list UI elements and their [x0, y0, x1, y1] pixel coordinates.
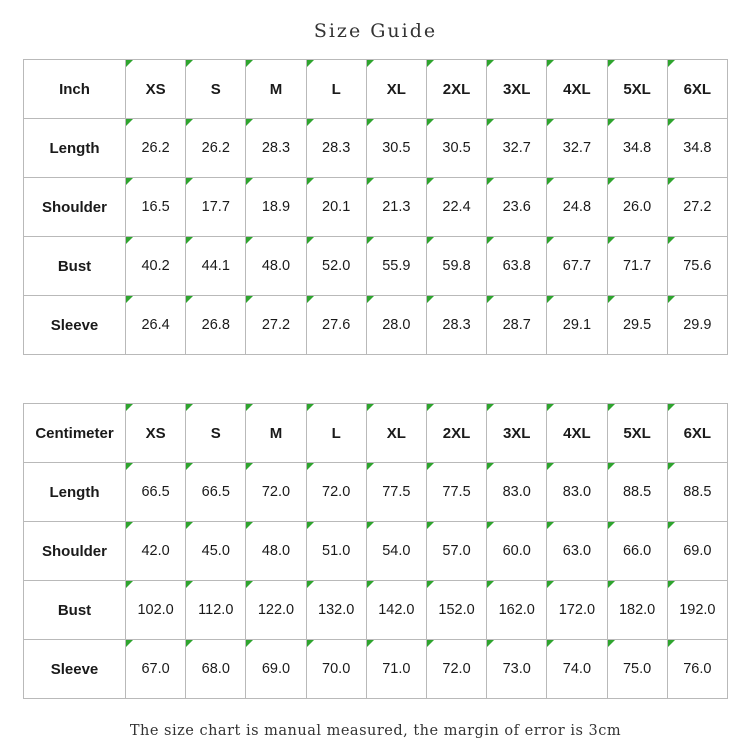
cell-length-3xl: 83.0 — [487, 463, 547, 522]
table-row — [24, 640, 728, 699]
cell-bust-xs: 102.0 — [126, 581, 186, 640]
cell-length-5xl: 88.5 — [607, 463, 667, 522]
cell-shoulder-3xl: 60.0 — [487, 522, 547, 581]
cell-length-3xl: 32.7 — [487, 119, 547, 178]
row-label-bust: Bust — [24, 581, 126, 640]
cell-length-xs: 26.2 — [126, 119, 186, 178]
cell-shoulder-xs: 42.0 — [126, 522, 186, 581]
cell-sleeve-m: 27.2 — [246, 296, 306, 355]
cell-shoulder-l: 51.0 — [306, 522, 366, 581]
cell-shoulder-2xl: 57.0 — [426, 522, 486, 581]
row-label-sleeve: Sleeve — [24, 296, 126, 355]
measurement-disclaimer: The size chart is manual measured, the margin of error is 3cm — [129, 723, 622, 739]
cell-bust-xl: 55.9 — [366, 237, 426, 296]
size-header-xl: XL — [366, 60, 426, 119]
table-row — [24, 119, 728, 178]
size-header-m: M — [246, 404, 306, 463]
cell-sleeve-s: 26.8 — [186, 296, 246, 355]
row-label-length: Length — [24, 463, 126, 522]
cell-sleeve-s: 68.0 — [186, 640, 246, 699]
cell-length-l: 28.3 — [306, 119, 366, 178]
table-row — [24, 237, 728, 296]
size-header-xl: XL — [366, 404, 426, 463]
cell-sleeve-xl: 28.0 — [366, 296, 426, 355]
size-header-m: M — [246, 60, 306, 119]
cell-sleeve-2xl: 28.3 — [426, 296, 486, 355]
cell-shoulder-4xl: 24.8 — [547, 178, 607, 237]
table-header-row — [24, 404, 728, 463]
cell-bust-2xl: 152.0 — [426, 581, 486, 640]
cell-shoulder-m: 48.0 — [246, 522, 306, 581]
cell-length-xl: 30.5 — [366, 119, 426, 178]
size-header-4xl: 4XL — [547, 60, 607, 119]
cell-length-xl: 77.5 — [366, 463, 426, 522]
cell-sleeve-3xl: 73.0 — [487, 640, 547, 699]
size-header-l: L — [306, 404, 366, 463]
size-header-4xl: 4XL — [547, 404, 607, 463]
cell-length-4xl: 83.0 — [547, 463, 607, 522]
table-row — [24, 178, 728, 237]
cell-length-s: 66.5 — [186, 463, 246, 522]
cell-shoulder-5xl: 26.0 — [607, 178, 667, 237]
size-table-inch — [23, 59, 728, 355]
row-label-shoulder: Shoulder — [24, 522, 126, 581]
size-header-6xl: 6XL — [667, 60, 727, 119]
size-header-6xl: 6XL — [667, 404, 727, 463]
cell-shoulder-l: 20.1 — [306, 178, 366, 237]
size-header-xs: XS — [126, 60, 186, 119]
cell-bust-s: 44.1 — [186, 237, 246, 296]
cell-shoulder-3xl: 23.6 — [487, 178, 547, 237]
cell-shoulder-6xl: 69.0 — [667, 522, 727, 581]
cell-length-2xl: 30.5 — [426, 119, 486, 178]
cell-length-m: 28.3 — [246, 119, 306, 178]
size-header-3xl: 3XL — [487, 404, 547, 463]
cell-bust-4xl: 172.0 — [547, 581, 607, 640]
cell-sleeve-3xl: 28.7 — [487, 296, 547, 355]
size-header-5xl: 5XL — [607, 404, 667, 463]
size-header-xs: XS — [126, 404, 186, 463]
cell-shoulder-xl: 54.0 — [366, 522, 426, 581]
cell-bust-3xl: 162.0 — [487, 581, 547, 640]
cell-bust-5xl: 182.0 — [607, 581, 667, 640]
page-title: Size Guide — [313, 20, 438, 42]
row-label-length: Length — [24, 119, 126, 178]
cell-sleeve-l: 27.6 — [306, 296, 366, 355]
cell-bust-4xl: 67.7 — [547, 237, 607, 296]
table-header-row — [24, 60, 728, 119]
row-label-bust: Bust — [24, 237, 126, 296]
cell-bust-m: 122.0 — [246, 581, 306, 640]
table-row — [24, 522, 728, 581]
cell-length-2xl: 77.5 — [426, 463, 486, 522]
unit-label-inch: Inch — [24, 60, 126, 119]
cell-shoulder-m: 18.9 — [246, 178, 306, 237]
cell-bust-5xl: 71.7 — [607, 237, 667, 296]
cell-shoulder-s: 45.0 — [186, 522, 246, 581]
size-header-s: S — [186, 60, 246, 119]
cell-length-6xl: 88.5 — [667, 463, 727, 522]
cell-sleeve-xs: 26.4 — [126, 296, 186, 355]
cell-bust-xl: 142.0 — [366, 581, 426, 640]
cell-length-5xl: 34.8 — [607, 119, 667, 178]
cell-shoulder-6xl: 27.2 — [667, 178, 727, 237]
row-label-sleeve: Sleeve — [24, 640, 126, 699]
cell-sleeve-4xl: 74.0 — [547, 640, 607, 699]
size-header-l: L — [306, 60, 366, 119]
cell-sleeve-l: 70.0 — [306, 640, 366, 699]
table-spacer — [0, 355, 751, 403]
cell-sleeve-6xl: 29.9 — [667, 296, 727, 355]
cell-sleeve-4xl: 29.1 — [547, 296, 607, 355]
cell-shoulder-xs: 16.5 — [126, 178, 186, 237]
cell-shoulder-2xl: 22.4 — [426, 178, 486, 237]
cell-sleeve-xs: 67.0 — [126, 640, 186, 699]
cell-length-6xl: 34.8 — [667, 119, 727, 178]
size-header-2xl: 2XL — [426, 60, 486, 119]
cell-bust-6xl: 75.6 — [667, 237, 727, 296]
size-header-3xl: 3XL — [487, 60, 547, 119]
cell-length-s: 26.2 — [186, 119, 246, 178]
cell-sleeve-5xl: 29.5 — [607, 296, 667, 355]
cell-bust-s: 112.0 — [186, 581, 246, 640]
size-table-centimeter — [23, 403, 728, 699]
size-header-5xl: 5XL — [607, 60, 667, 119]
cell-sleeve-5xl: 75.0 — [607, 640, 667, 699]
table-row — [24, 296, 728, 355]
cell-bust-6xl: 192.0 — [667, 581, 727, 640]
cell-bust-2xl: 59.8 — [426, 237, 486, 296]
table-row — [24, 463, 728, 522]
cell-sleeve-xl: 71.0 — [366, 640, 426, 699]
cell-shoulder-5xl: 66.0 — [607, 522, 667, 581]
cell-sleeve-m: 69.0 — [246, 640, 306, 699]
cell-length-4xl: 32.7 — [547, 119, 607, 178]
row-label-shoulder: Shoulder — [24, 178, 126, 237]
cell-sleeve-6xl: 76.0 — [667, 640, 727, 699]
cell-shoulder-4xl: 63.0 — [547, 522, 607, 581]
table-row — [24, 581, 728, 640]
cell-length-xs: 66.5 — [126, 463, 186, 522]
cell-bust-l: 132.0 — [306, 581, 366, 640]
cell-sleeve-2xl: 72.0 — [426, 640, 486, 699]
size-header-s: S — [186, 404, 246, 463]
cell-bust-m: 48.0 — [246, 237, 306, 296]
unit-label-centimeter: Centimeter — [24, 404, 126, 463]
cell-bust-3xl: 63.8 — [487, 237, 547, 296]
cell-length-m: 72.0 — [246, 463, 306, 522]
cell-bust-l: 52.0 — [306, 237, 366, 296]
cell-shoulder-s: 17.7 — [186, 178, 246, 237]
cell-bust-xs: 40.2 — [126, 237, 186, 296]
size-header-2xl: 2XL — [426, 404, 486, 463]
cell-shoulder-xl: 21.3 — [366, 178, 426, 237]
cell-length-l: 72.0 — [306, 463, 366, 522]
